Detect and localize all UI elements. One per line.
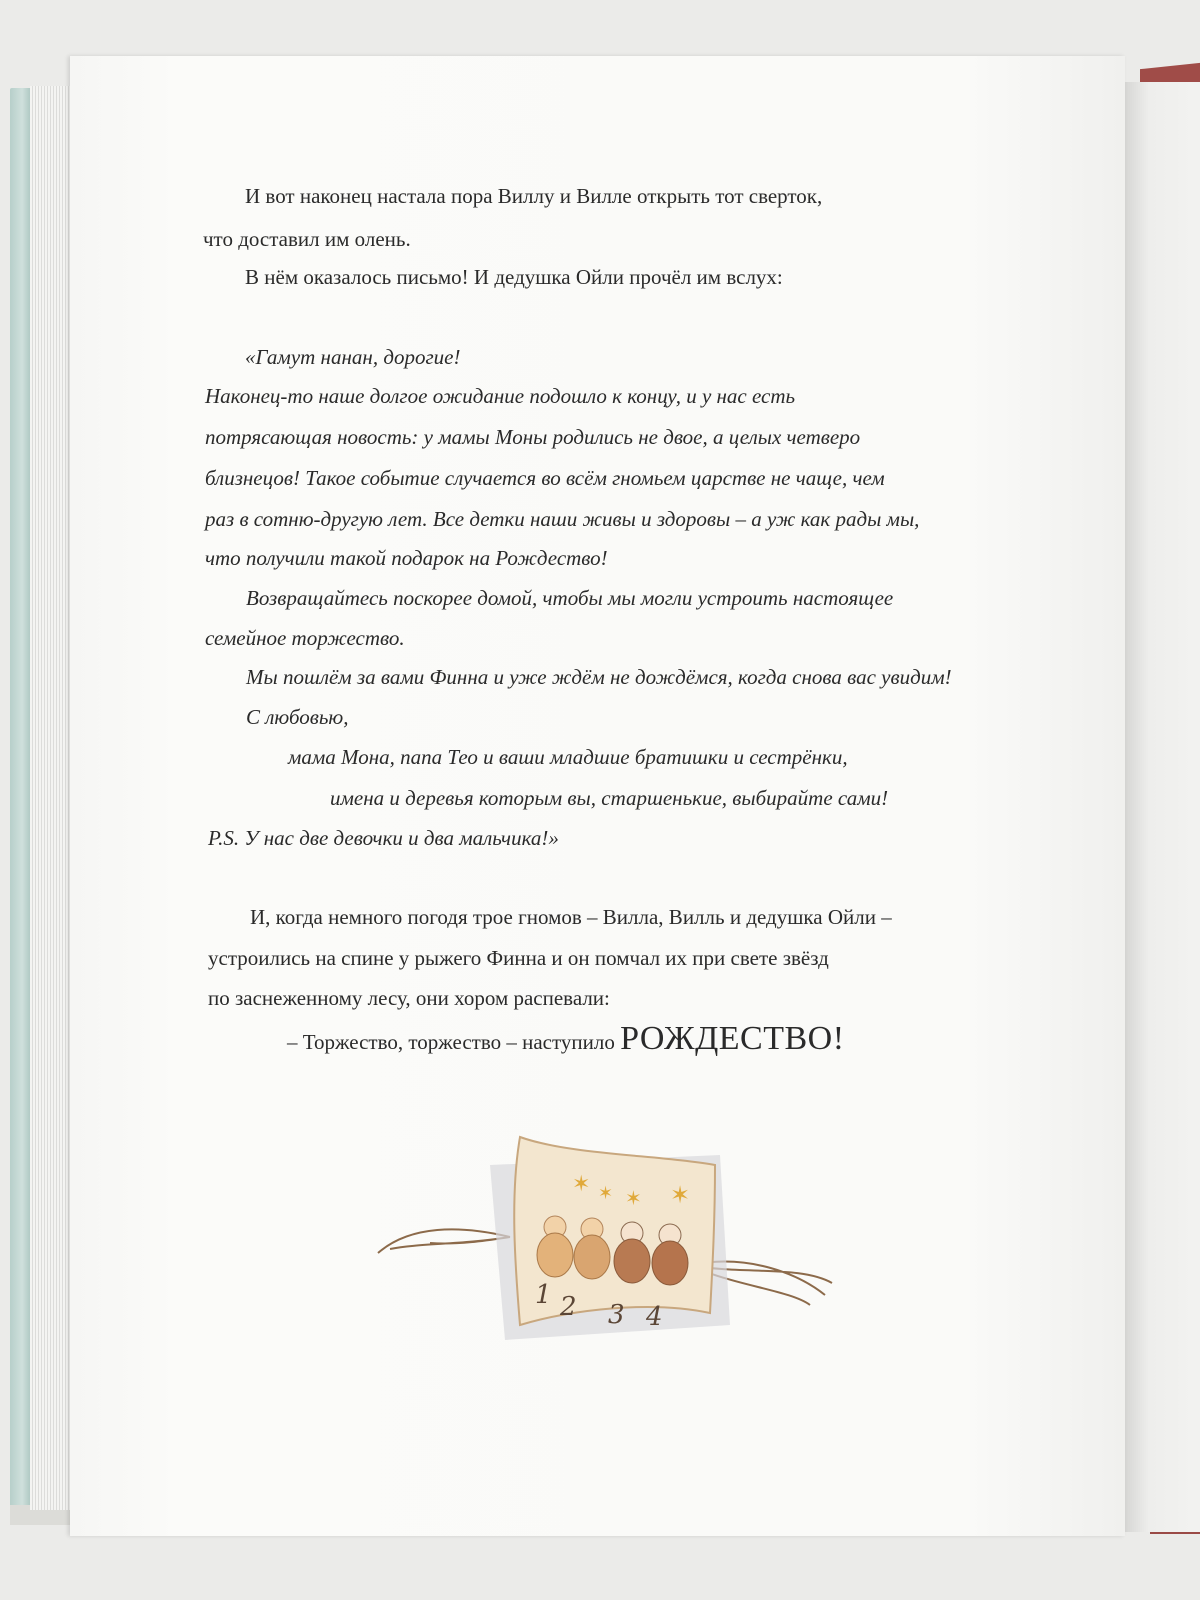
star-icon: ✶ [572, 1171, 591, 1196]
letter-line-1: Наконец-то наше долгое ожидание подошло к концу, и у нас есть [205, 384, 796, 408]
ending-line-1: И, когда немного погодя трое гномов – Вилла, Вилль и дедушка Ойли – [250, 905, 892, 929]
star-icon: ✶ [625, 1188, 642, 1210]
number-4: 4 [646, 1302, 663, 1332]
intro-line-3: В нём оказалось письмо! И дедушка Ойли прочёл им вслух: [245, 265, 783, 289]
left-string [378, 1229, 510, 1253]
letter-line-4: раз в сотню-другую лет. Все детки наши живы и здоровы – а уж как рады мы, [205, 507, 920, 531]
letter-line-3: близнецов! Такое событие случается во всём гномьем царстве не чаще, чем [205, 466, 885, 490]
number-1: 1 [535, 1280, 552, 1310]
intro-line-1: И вот наконец настала пора Виллу и Вилле открыть тот сверток, [245, 184, 823, 208]
number-2: 2 [560, 1292, 577, 1322]
letter-signature-2: имена и деревья которым вы, старшенькие, выбирайте сами! [330, 786, 889, 810]
parchment-babies-illustration [370, 1125, 850, 1365]
number-3: 3 [608, 1300, 625, 1330]
letter-signature-1: мама Мона, папа Тео и ваши младшие братишки и сестрёнки, [288, 745, 848, 769]
ending-line-3: по заснеженному лесу, они хором распевали: [208, 986, 610, 1010]
finale-text: – Торжество, торжество – наступило [287, 1030, 615, 1054]
letter-greeting: «Гамут нанан, дорогие! [245, 345, 461, 369]
intro-line-2: что доставил им олень. [203, 227, 411, 251]
finale-christmas: РОЖДЕСТВО! [620, 1020, 845, 1057]
star-icon: ✶ [598, 1183, 614, 1203]
letter-line-7: семейное торжество. [205, 626, 405, 650]
letter-signoff: С любовью, [246, 705, 349, 729]
letter-line-2: потрясающая новость: у мамы Моны родились не двое, а целых четверо [205, 425, 861, 449]
finale-line [287, 1020, 845, 1058]
ending-line-2: устроились на спине у рыжего Финна и он помчал их при свете звёзд [208, 946, 829, 970]
letter-line-8: Мы пошлём за вами Финна и уже ждём не дождёмся, когда снова вас увидим! [246, 665, 952, 689]
star-icon: ✶ [670, 1183, 691, 1209]
letter-line-6: Возвращайтесь поскорее домой, чтобы мы могли устроить настоящее [246, 586, 894, 610]
letter-postscript: P.S. У нас две девочки и два мальчика!» [208, 826, 559, 850]
letter-line-5: что получили такой подарок на Рождество! [205, 546, 608, 570]
